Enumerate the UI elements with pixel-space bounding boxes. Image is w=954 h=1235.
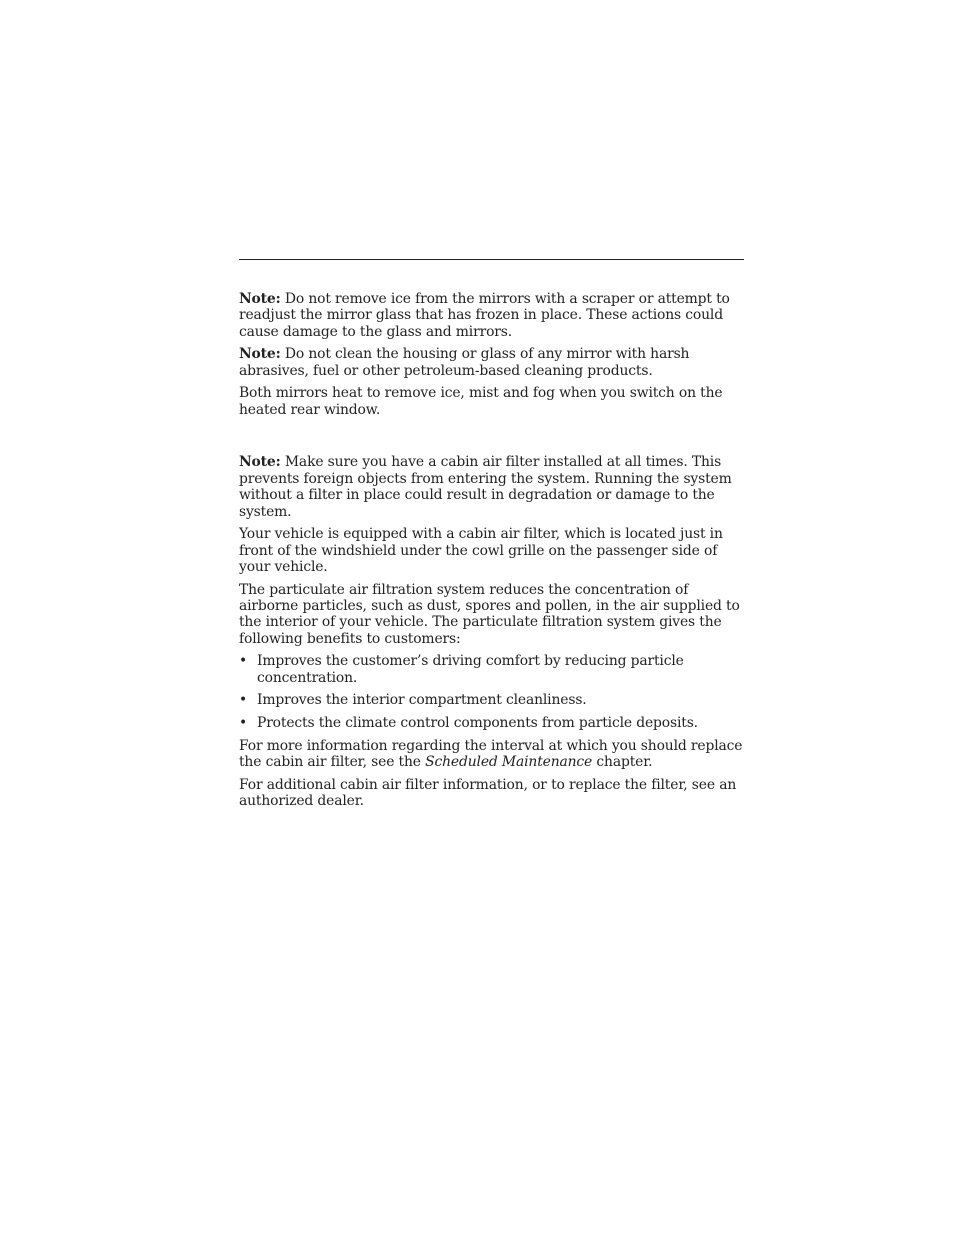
- note-label: Note:: [239, 454, 281, 471]
- heated-mirrors-paragraph: Both mirrors heat to remove ice, mist and fog when you switch on the heated rear window.: [239, 385, 723, 418]
- note-text: Do not remove ice from the mirrors with a scraper or attempt to readjust the mirror glass that has frozen in place. These actions could cause damage to the glass and mirrors.: [239, 291, 730, 340]
- dealer-paragraph: For additional cabin air filter information, or to replace the filter, see an authorized dealer.: [239, 776, 737, 810]
- note-mirror-cleaning: [239, 346, 744, 379]
- note-label: Note:: [239, 346, 281, 363]
- benefits-list: [239, 653, 744, 731]
- filtration-system-paragraph: The particulate air filtration system reduces the concentration of airborne particles, such as dust, spores and pollen, in the air supplied to the interior of your vehicle. The particulate filtration system gives the following benefits to customers:: [239, 581, 740, 647]
- chapter-reference: Scheduled Maintenance: [425, 754, 593, 771]
- bullet-icon: •: [239, 653, 248, 670]
- note-label: Note:: [239, 291, 281, 307]
- note-text: Do not clean the housing or glass of any mirror with harsh abrasives, fuel or other petroleum-based cleaning products.: [239, 346, 690, 379]
- page-content: [239, 291, 744, 816]
- replacement-interval-paragraph: [239, 738, 744, 771]
- section-gap: [239, 424, 744, 454]
- list-item: [239, 653, 744, 686]
- paragraph-text: chapter.: [592, 754, 653, 771]
- list-item-text: Protects the climate control components from particle deposits.: [257, 715, 698, 732]
- bullet-icon: •: [239, 692, 248, 709]
- list-item-text: Improves the customer’s driving comfort by reducing particle concentration.: [257, 653, 684, 686]
- cabin-filter-location-paragraph: Your vehicle is equipped with a cabin air filter, which is located just in front of the windshield under the cowl grille on the passenger side of your vehicle.: [239, 526, 723, 576]
- list-item: [239, 715, 744, 731]
- note-cabin-filter: [239, 454, 744, 520]
- note-text: Make sure you have a cabin air filter installed at all times. This prevents foreign objects from entering the system. Running the system without a filter in place could result in degradation or damage to the system.: [239, 454, 732, 520]
- bullet-icon: •: [239, 715, 248, 732]
- list-item: [239, 692, 744, 708]
- list-item-text: Improves the interior compartment cleanliness.: [257, 692, 587, 709]
- section-divider: [239, 259, 744, 260]
- paragraph-text: For more information regarding the interval at which you should replace the cabin air filter, see the: [239, 737, 743, 771]
- note-ice-removal: [239, 291, 744, 340]
